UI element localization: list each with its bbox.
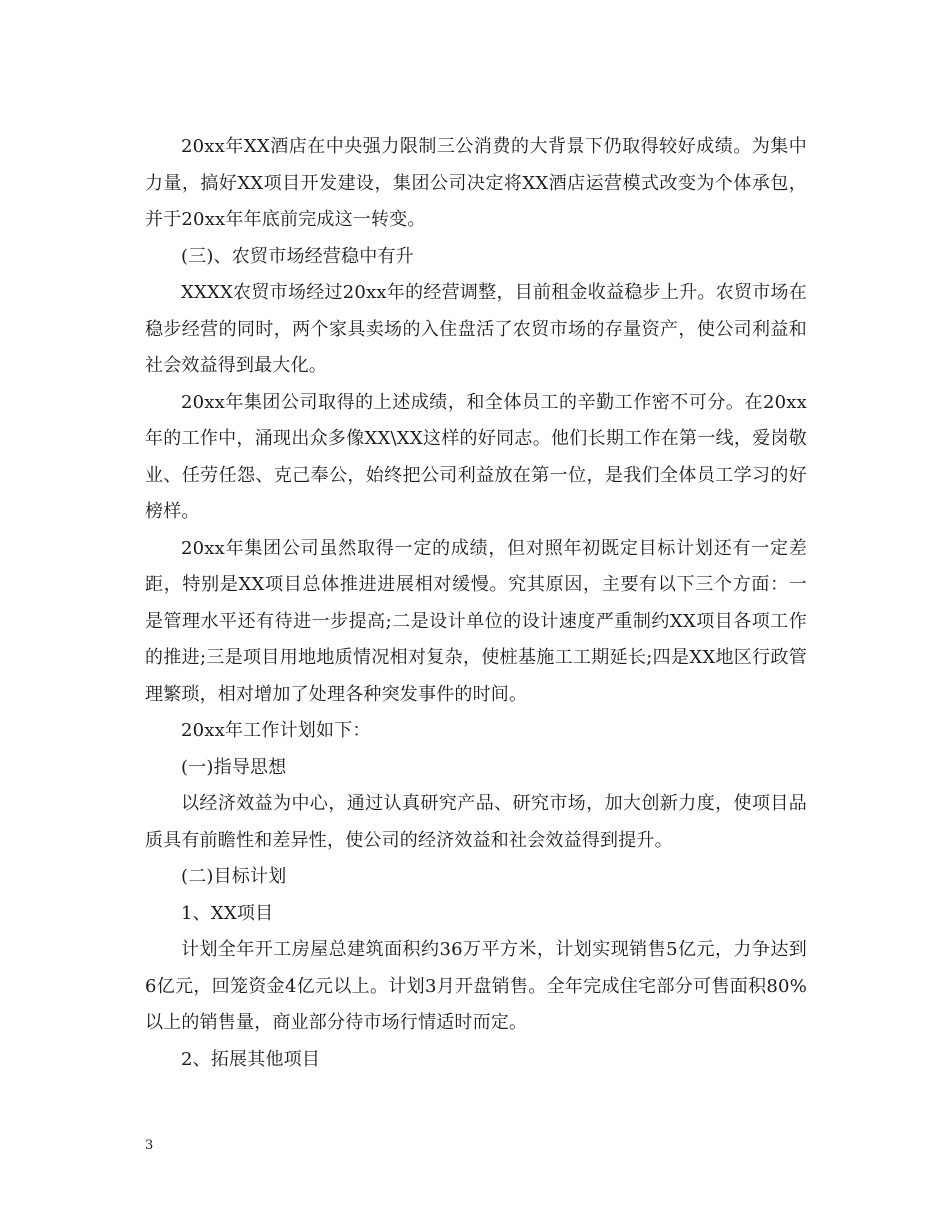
paragraph: 20xx年工作计划如下： — [181, 720, 371, 741]
paragraph: 20xx年集团公司取得的上述成绩，和全体员工的辛勤工作密不可分。在20xx年的工作中，涌现出众多像XX\XX这样的好同志。他们长期工作在第一线，爱岗敬业、任劳任怨、克己奉公，始终把公司利益放在第一位，是我们全体员工学习的好榜样。 — [145, 391, 807, 522]
page-number: 3 — [145, 1138, 154, 1153]
paragraph: 计划全年开工房屋总建筑面积约36万平方米，计划实现销售5亿元，力争达到6亿元，回笼资金4亿元以上。计划3月开盘销售。全年完成住宅部分可售面积80%以上的销售量，商业部分待市场行情适时而定。 — [145, 939, 807, 1033]
subsection-heading: 1、XX项目 — [181, 902, 274, 924]
section-heading: (二)目标计划 — [181, 866, 287, 887]
subsection-heading: 2、拓展其他项目 — [181, 1048, 321, 1070]
section-heading: (一)指导思想 — [181, 756, 287, 778]
paragraph: 20xx年集团公司虽然取得一定的成绩，但对照年初既定目标计划还有一定差距，特别是XX项目总体推进进展相对缓慢。究其原因，主要有以下三个方面：一是管理水平还有待进一步提高;二是设计单位的设计速度严重制约XX项目各项工作的推进;三是项目用地地质情况相对复杂，使桩基施工工期延长;四是XX地区行政管理繁琐，相对增加了处理各种突发事件的时间。 — [145, 537, 807, 705]
document-body — [145, 129, 807, 1078]
paragraph: 以经济效益为中心，通过认真研究产品、研究市场，加大创新力度，使项目品质具有前瞻性和差异性，使公司的经济效益和社会效益得到提升。 — [145, 793, 807, 851]
paragraph: XXXX农贸市场经过20xx年的经营调整，目前租金收益稳步上升。农贸市场在稳步经营的同时，两个家具卖场的入住盘活了农贸市场的存量资产，使公司利益和社会效益得到最大化。 — [145, 282, 807, 376]
section-heading: (三)、农贸市场经营稳中有升 — [181, 245, 414, 267]
paragraph: 20xx年XX酒店在中央强力限制三公消费的大背景下仍取得较好成绩。为集中力量，搞好XX项目开发建设，集团公司决定将XX酒店运营模式改变为个体承包，并于20xx年年底前完成这一转变。 — [145, 136, 807, 230]
